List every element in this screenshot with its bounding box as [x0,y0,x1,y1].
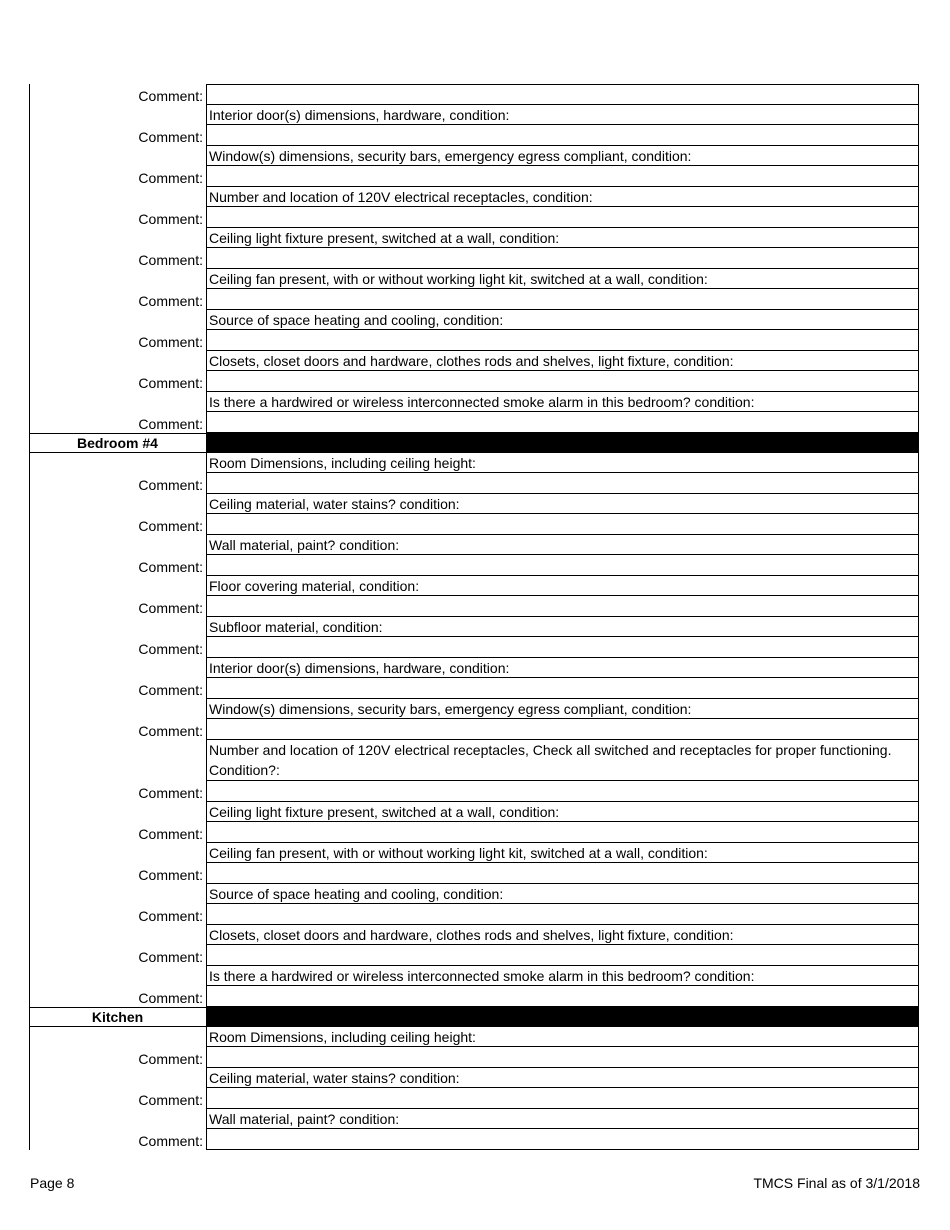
comment-row [30,637,919,658]
row-spacer [30,740,206,781]
inspection-item-row [30,843,919,863]
comment-label: Comment: [138,375,203,391]
section-header-row [30,433,919,453]
comment-row [30,719,919,740]
inspection-item-row [30,1068,919,1088]
inspection-item-label: Ceiling light fixture present, switched at a wall, condition: [206,802,919,822]
comment-input[interactable] [206,289,919,310]
comment-row [30,412,919,433]
comment-label: Comment: [138,990,203,1006]
inspection-item-row [30,1109,919,1129]
section-title: Kitchen [29,1007,206,1027]
comment-label: Comment: [138,908,203,924]
inspection-item-row [30,494,919,514]
row-spacer [30,1109,206,1129]
comment-label: Comment: [138,1133,203,1149]
inspection-item-label: Ceiling material, water stains? condition: [206,1068,919,1088]
comment-row [30,1129,919,1150]
row-spacer [30,453,206,473]
comment-input[interactable] [206,207,919,228]
inspection-item-row [30,187,919,207]
inspection-item-row [30,617,919,637]
comment-row [30,84,919,105]
comment-label: Comment: [138,949,203,965]
row-spacer [30,802,206,822]
comment-input[interactable] [206,719,919,740]
comment-label: Comment: [138,682,203,698]
comment-input[interactable] [206,330,919,351]
inspection-item-label: Number and location of 120V electrical receptacles, Check all switched and receptacles for proper functioning. Condition?: [206,740,919,781]
inspection-item-label: Room Dimensions, including ceiling height: [206,1027,919,1047]
inspection-item-row [30,576,919,596]
section-header-bar [206,1007,919,1027]
comment-label: Comment: [138,477,203,493]
comment-input[interactable] [206,637,919,658]
row-spacer [30,494,206,514]
section-title: Bedroom #4 [29,433,206,453]
inspection-item-row [30,884,919,904]
comment-label: Comment: [138,600,203,616]
comment-row [30,289,919,310]
inspection-item-label: Number and location of 120V electrical receptacles, condition: [206,187,919,207]
comment-input[interactable] [206,555,919,576]
comment-label: Comment: [138,559,203,575]
inspection-item-label: Source of space heating and cooling, condition: [206,310,919,330]
comment-label: Comment: [138,1051,203,1067]
inspection-item-label: Is there a hardwired or wireless interconnected smoke alarm in this bedroom? condition: [206,966,919,986]
row-spacer [30,228,206,248]
comment-label: Comment: [138,1092,203,1108]
inspection-item-label: Ceiling light fixture present, switched at a wall, condition: [206,228,919,248]
row-spacer [30,146,206,166]
comment-input[interactable] [206,986,919,1007]
inspection-item-label: Room Dimensions, including ceiling height: [206,453,919,473]
row-spacer [30,576,206,596]
comment-input[interactable] [206,1088,919,1109]
comment-input[interactable] [206,678,919,699]
comment-row [30,781,919,802]
inspection-item-row [30,105,919,125]
inspection-item-row [30,146,919,166]
page-number: Page 8 [30,1175,75,1191]
row-spacer [30,1027,206,1047]
comment-row [30,125,919,146]
inspection-item-row [30,535,919,555]
inspection-item-row [30,269,919,289]
inspection-item-label: Is there a hardwired or wireless interconnected smoke alarm in this bedroom? condition: [206,392,919,412]
inspection-item-label: Wall material, paint? condition: [206,1109,919,1129]
inspection-item-row [30,802,919,822]
inspection-item-row [30,699,919,719]
inspection-item-label: Floor covering material, condition: [206,576,919,596]
comment-input[interactable] [206,904,919,925]
comment-input[interactable] [206,945,919,966]
comment-input[interactable] [206,412,919,433]
comment-input[interactable] [206,1129,919,1150]
comment-input[interactable] [206,371,919,392]
inspection-item-label: Ceiling material, water stains? condition: [206,494,919,514]
row-spacer [30,843,206,863]
inspection-item-row [30,392,919,412]
inspection-item-label: Interior door(s) dimensions, hardware, condition: [206,105,919,125]
comment-label: Comment: [138,334,203,350]
comment-input[interactable] [206,822,919,843]
comment-label: Comment: [138,252,203,268]
comment-row [30,822,919,843]
comment-label: Comment: [138,723,203,739]
inspection-item-row [30,740,919,781]
comment-row [30,678,919,699]
inspection-item-label: Closets, closet doors and hardware, clothes rods and shelves, light fixture, condition: [206,925,919,945]
inspection-sheet [29,84,919,1150]
comment-input[interactable] [206,84,919,105]
inspection-item-row [30,351,919,371]
inspection-item-row [30,925,919,945]
row-spacer [30,966,206,986]
inspection-item-label: Subfloor material, condition: [206,617,919,637]
comment-input[interactable] [206,781,919,802]
inspection-item-row [30,453,919,473]
comment-input[interactable] [206,863,919,884]
comment-row [30,986,919,1007]
document-version: TMCS Final as of 3/1/2018 [753,1175,920,1191]
comment-row [30,514,919,535]
comment-input[interactable] [206,248,919,269]
comment-label: Comment: [138,826,203,842]
row-spacer [30,535,206,555]
row-spacer [30,699,206,719]
row-spacer [30,351,206,371]
comment-label: Comment: [138,211,203,227]
inspection-item-row [30,228,919,248]
row-spacer [30,105,206,125]
comment-row [30,945,919,966]
row-spacer [30,187,206,207]
inspection-item-row [30,310,919,330]
row-spacer [30,658,206,678]
comment-input[interactable] [206,514,919,535]
comment-label: Comment: [138,785,203,801]
comment-input[interactable] [206,1047,919,1068]
section-header-bar [206,433,919,453]
comment-row [30,1047,919,1068]
comment-row [30,904,919,925]
row-spacer [30,884,206,904]
inspection-item-label: Source of space heating and cooling, condition: [206,884,919,904]
comment-input[interactable] [206,166,919,187]
comment-row [30,207,919,228]
comment-label: Comment: [138,867,203,883]
comment-label: Comment: [138,518,203,534]
inspection-item-label: Window(s) dimensions, security bars, emergency egress compliant, condition: [206,146,919,166]
inspection-item-row [30,1027,919,1047]
comment-label: Comment: [138,129,203,145]
inspection-item-label: Closets, closet doors and hardware, clothes rods and shelves, light fixture, condition: [206,351,919,371]
row-spacer [30,925,206,945]
comment-row [30,330,919,351]
comment-row [30,248,919,269]
inspection-item-row [30,658,919,678]
comment-row [30,371,919,392]
comment-row [30,166,919,187]
row-spacer [30,617,206,637]
row-spacer [30,392,206,412]
comment-label: Comment: [138,170,203,186]
comment-row [30,596,919,617]
inspection-item-label: Wall material, paint? condition: [206,535,919,555]
comment-row [30,863,919,884]
inspection-item-label: Ceiling fan present, with or without working light kit, switched at a wall, condition: [206,843,919,863]
comment-label: Comment: [138,641,203,657]
inspection-item-label: Window(s) dimensions, security bars, emergency egress compliant, condition: [206,699,919,719]
comment-input[interactable] [206,125,919,146]
comment-row [30,473,919,494]
comment-input[interactable] [206,596,919,617]
comment-row [30,555,919,576]
row-spacer [30,1068,206,1088]
comment-label: Comment: [138,416,203,432]
comment-label: Comment: [138,88,203,104]
row-spacer [30,310,206,330]
comment-input[interactable] [206,473,919,494]
inspection-item-row [30,966,919,986]
comment-row [30,1088,919,1109]
inspection-item-label: Ceiling fan present, with or without working light kit, switched at a wall, condition: [206,269,919,289]
inspection-item-label: Interior door(s) dimensions, hardware, condition: [206,658,919,678]
section-header-row [30,1007,919,1027]
comment-label: Comment: [138,293,203,309]
row-spacer [30,269,206,289]
